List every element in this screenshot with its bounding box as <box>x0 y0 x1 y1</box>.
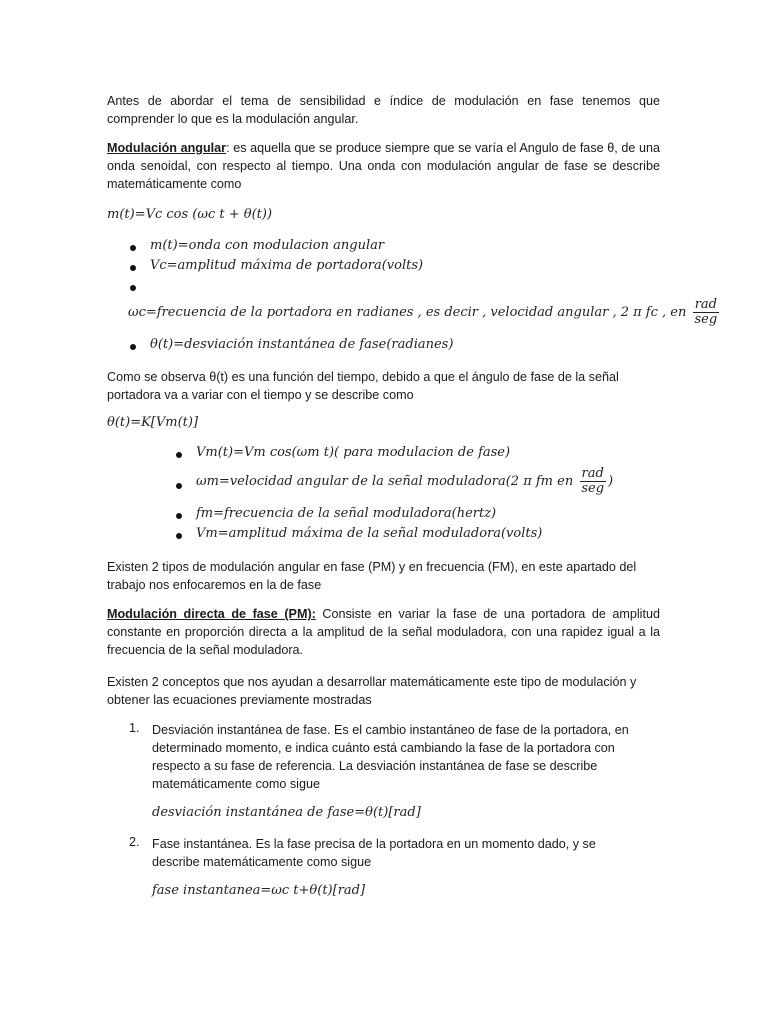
equation-desviacion: desviación instantánea de fase=θ(t)[rad] <box>152 805 421 820</box>
fraction-rad-seg: $\frac{\text{rad}}{\text{seg}}$ <box>581 466 605 496</box>
observation-paragraph: Como se observa θ(t) es una función del tiempo, debido a que el ángulo de fase de la señal portadora va a variar con el tiempo y se describe como <box>107 370 619 402</box>
def-vc: Vc=amplitud máxima de portadora(volts) <box>150 258 424 273</box>
bullet-icon <box>130 285 136 291</box>
bullet-icon <box>176 452 182 458</box>
term-pm: Modulación directa de fase (PM): <box>107 607 316 621</box>
fraction-rad-seg: $\frac{\text{rad}}{\text{seg}}$ <box>694 297 718 327</box>
def-vm: Vm=amplitud máxima de la señal moduladora(volts) <box>196 526 543 541</box>
equation-theta: θ(t)=K[Vm(t)] <box>107 415 199 430</box>
def-m-t: m(t)=onda con modulacion angular <box>150 238 385 253</box>
def-omega-m: ωm=velocidad angular de la señal moduladora(2 π fm en $\frac{\text{rad}}{\text{seg}}$ ) <box>196 466 614 496</box>
def-omega-c: ωc=frecuencia de la portadora en radianes , es decir , velocidad angular , 2 π fc , en $\frac{\text{rad}}{\text{seg}}$ <box>128 297 718 327</box>
tipos-paragraph: Existen 2 tipos de modulación angular en fase (PM) y en frecuencia (FM), en este apartado del trabajo nos enfocaremos en la de fase <box>107 560 637 592</box>
list-number: 1. <box>129 721 140 735</box>
conceptos-paragraph: Existen 2 conceptos que nos ayudan a desarrollar matemáticamente este tipo de modulación y obtener las ecuaciones previamente mostradas <box>107 675 637 707</box>
pm-text: Consiste en variar la fase de una portadora de amplitud constante en proporción directa a la amplitud de la señal moduladora, con una rapidez igual a la frecuencia de la señal moduladora. <box>107 607 660 657</box>
list-number: 2. <box>129 835 140 849</box>
bullet-icon <box>130 344 136 350</box>
list-item-1: Desviación instantánea de fase. Es el cambio instantáneo de fase de la portadora, en determinado momento, e indica cuánto está cambiando la fase de la portadora con respecto a su fase de referencia. La desviación instantánea de fase se describe matemáticamente como sigue <box>152 723 629 791</box>
equation-main: m(t)=Vc cos (ωc t + θ(t)) <box>107 207 273 222</box>
list-item-2: Fase instantánea. Es la fase precisa de la portadora en un momento dado, y se describe matemáticamente como sigue <box>152 837 596 869</box>
def-fm: fm=frecuencia de la señal moduladora(hertz) <box>196 506 497 521</box>
equation-fase-instantanea: fase instantanea=ωc t+θ(t)[rad] <box>152 883 366 898</box>
modulacion-angular-paragraph <box>107 139 660 193</box>
bullet-icon <box>176 513 182 519</box>
intro-paragraph: Antes de abordar el tema de sensibilidad e índice de modulación en fase tenemos que comprender lo que es la modulación angular. <box>107 94 660 126</box>
def-vm-t: Vm(t)=Vm cos(ωm t)( para modulacion de fase) <box>196 445 511 460</box>
bullet-icon <box>130 265 136 271</box>
bullet-icon <box>176 533 182 539</box>
def-theta: θ(t)=desviación instantánea de fase(radianes) <box>150 337 454 352</box>
bullet-icon <box>130 245 136 251</box>
pm-paragraph <box>107 605 660 659</box>
term-modulacion-angular: Modulación angular <box>107 141 227 155</box>
bullet-icon <box>176 483 182 489</box>
modulacion-angular-text: : es aquella que se produce siempre que se varía el Angulo de fase θ, de una onda senoidal, con respecto al tiempo. Una onda con modulación angular de fase se describe matemáticamente como <box>107 141 661 191</box>
